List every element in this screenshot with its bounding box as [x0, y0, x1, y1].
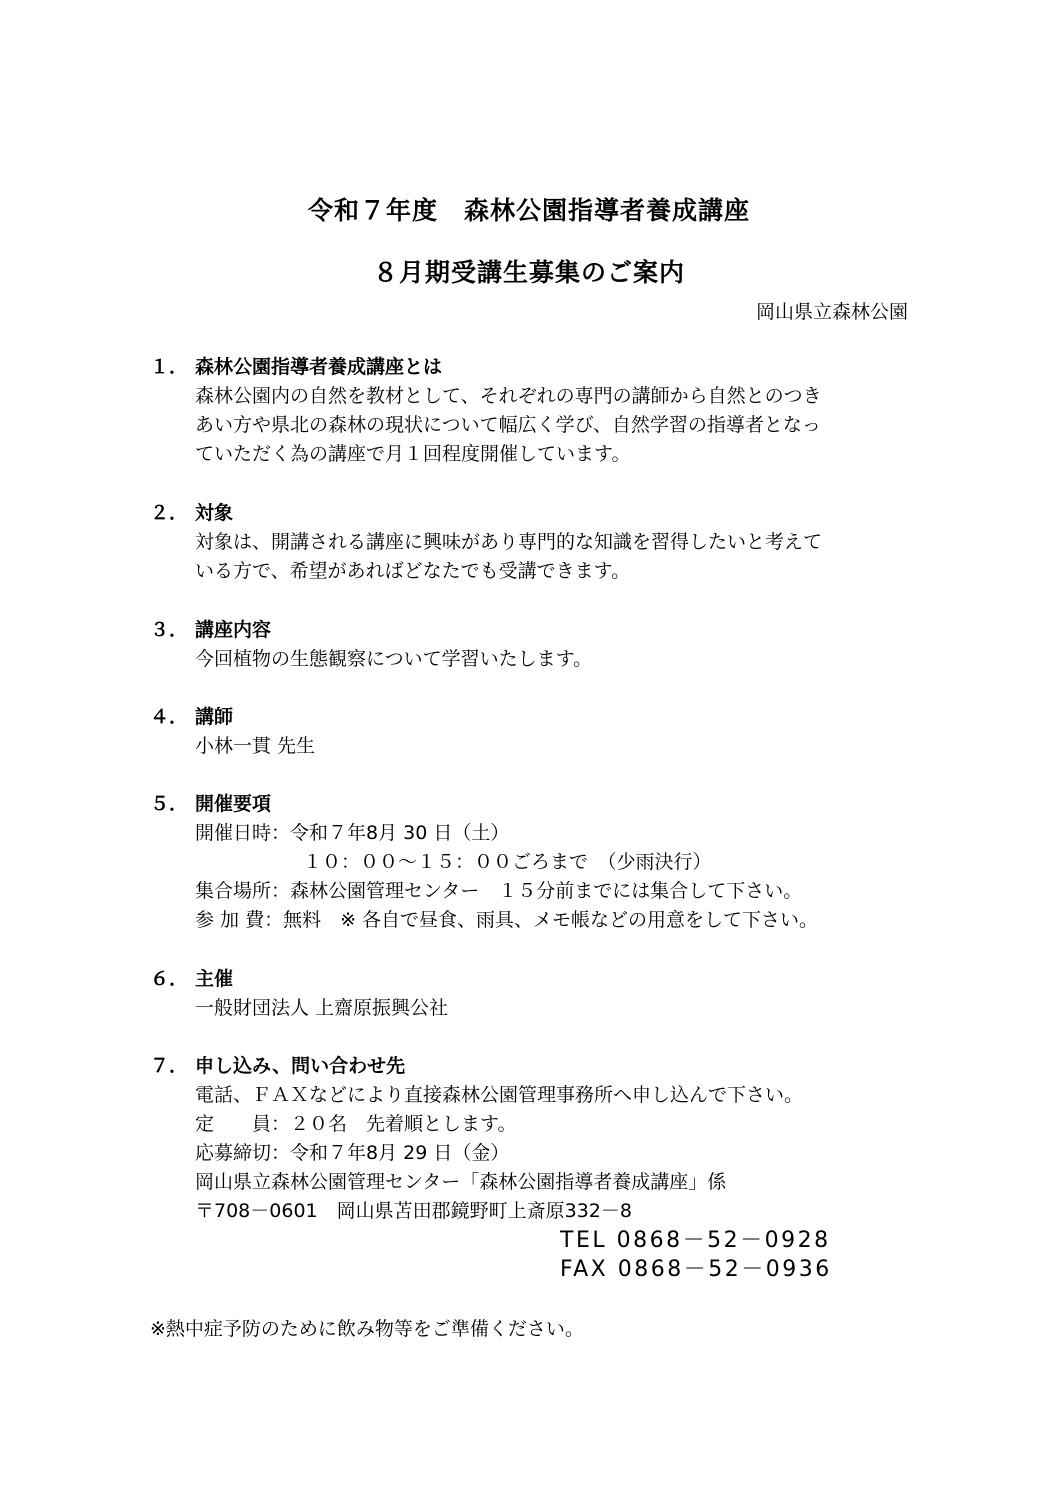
event-date: 開催日時：令和７年8月 30 日（土） — [195, 822, 510, 844]
section-1-line: ていただく為の講座で月１回程度開催しています。 — [195, 443, 631, 465]
capacity: 定 員：２０名 先着順とします。 — [195, 1113, 517, 1135]
section-7-heading: 申し込み、問い合わせ先 — [195, 1055, 406, 1077]
application-deadline: 応募締切：令和７年8月 29 日（金） — [195, 1142, 510, 1164]
section-2-line: いる方で、希望があればどなたでも受講できます。 — [195, 560, 631, 582]
footnote: ※熱中症予防のために飲み物等をご準備ください。 — [150, 1318, 584, 1340]
section-3-number: ３． — [150, 619, 189, 641]
contact-fax: FAX 0868－52－0936 — [560, 1257, 832, 1282]
section-5-heading: 開催要項 — [195, 793, 272, 815]
section-1-number: １． — [150, 356, 189, 378]
section-6-number: ６． — [150, 968, 189, 990]
section-4-heading: 講師 — [195, 706, 234, 728]
meeting-place: 集合場所：森林公園管理センター １５分前までには集合して下さい。 — [195, 880, 803, 902]
section-1-line: 森林公園内の自然を教材として、それぞれの専門の講師から自然とのつき — [195, 385, 822, 407]
section-3-heading: 講座内容 — [195, 619, 272, 641]
organizer-header: 岡山県立森林公園 — [755, 301, 908, 323]
section-6-line: 一般財団法人 上齋原振興公社 — [195, 997, 449, 1019]
event-time: １０：００～１５：００ごろまで （少雨決行） — [303, 851, 712, 873]
section-7-line: 電話、ＦＡＸなどにより直接森林公園管理事務所へ申し込んで下さい。 — [195, 1084, 804, 1106]
section-6-heading: 主催 — [195, 968, 234, 990]
section-1-line: あい方や県北の森林の現状について幅広く学び、自然学習の指導者となっ — [195, 414, 821, 436]
contact-tel: TEL 0868－52－0928 — [560, 1228, 831, 1253]
participation-fee: 参 加 費：無料 ※ 各自で昼食、雨具、メモ帳などの用意をして下さい。 — [195, 909, 819, 931]
section-2-heading: 対象 — [195, 502, 234, 524]
section-5-number: ５． — [150, 793, 189, 815]
section-3-line: 今回植物の生態観察について学習いたします。 — [195, 648, 593, 670]
section-2-number: ２． — [150, 502, 189, 524]
document-title: 令和７年度 森林公園指導者養成講座 — [307, 196, 750, 225]
section-2-line: 対象は、開講される講座に興味があり専門的な知識を習得したいと考えて — [195, 531, 823, 553]
section-4-number: ４． — [150, 706, 189, 728]
section-1-heading: 森林公園指導者養成講座とは — [195, 356, 443, 378]
postal-address: 〒708－0601 岡山県苫田郡鏡野町上斎原332－8 — [195, 1200, 632, 1222]
section-7-number: ７． — [150, 1055, 189, 1077]
document-subtitle: ８月期受講生募集のご案内 — [372, 258, 685, 287]
section-4-line: 小林一貫 先生 — [195, 735, 316, 757]
contact-office: 岡山県立森林公園管理センター「森林公園指導者養成講座」係 — [195, 1171, 727, 1193]
